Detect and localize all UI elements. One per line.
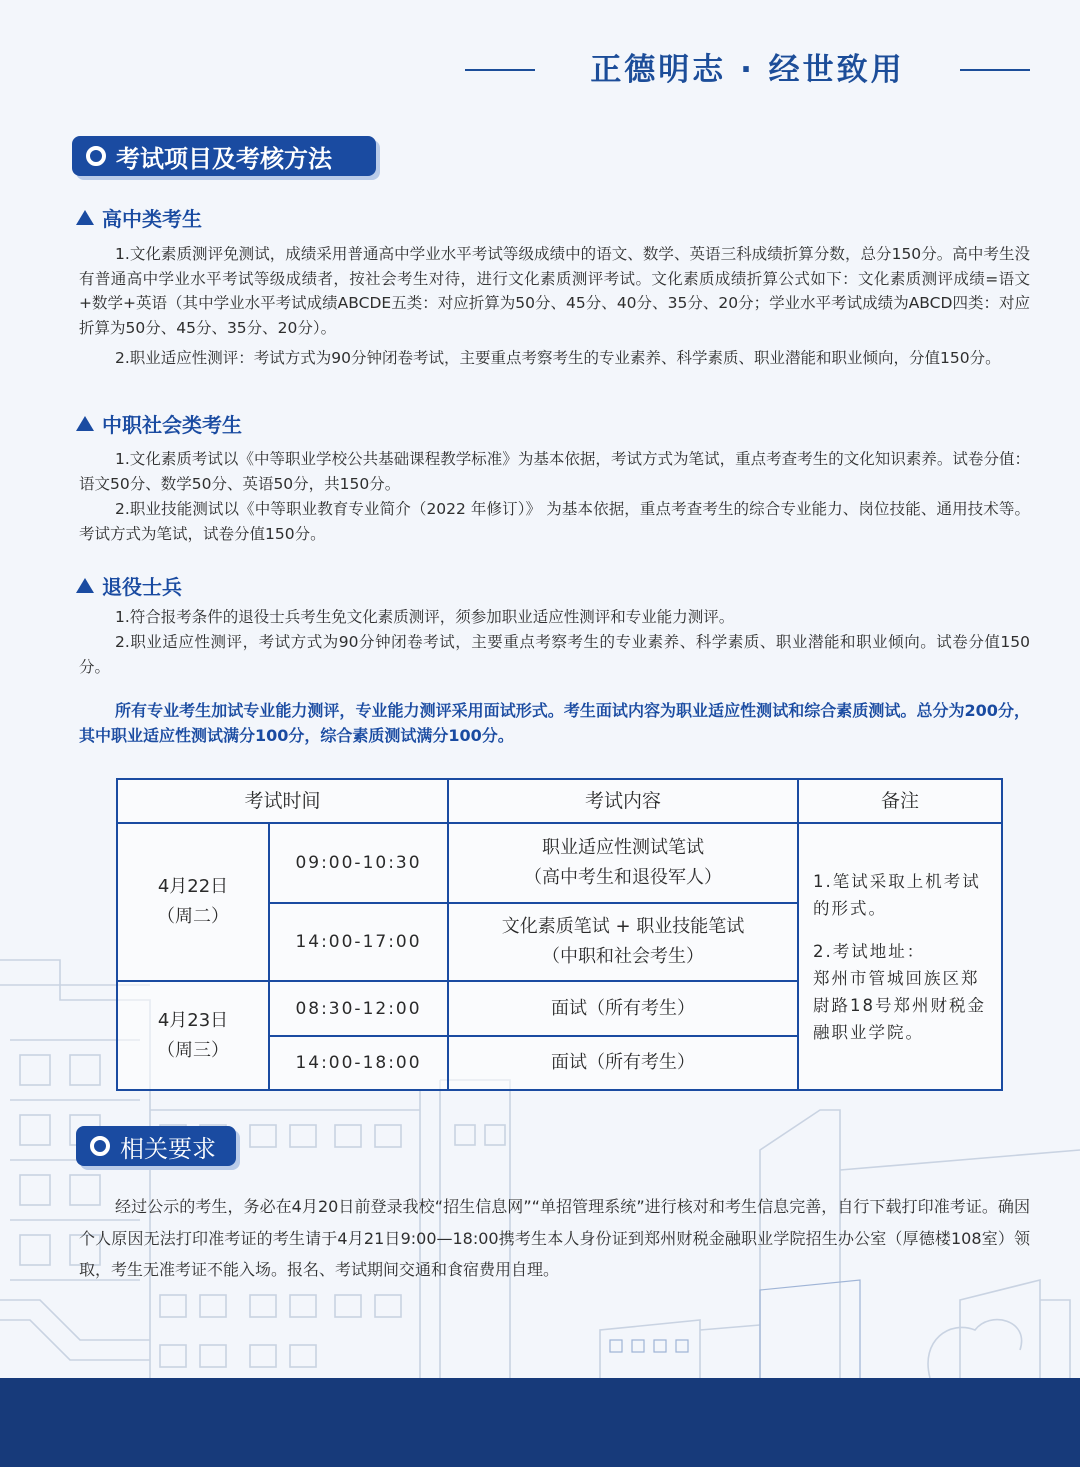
section-banner-requirements [76,1126,236,1166]
weekday-day1: （周二） [157,906,229,927]
table-header-row [117,779,1002,823]
ring-icon [90,1136,110,1156]
exam-schedule-table [116,778,1003,1091]
motto-text: 正德明志 · 经世致用 [590,52,905,88]
time-cell: 08:30-12:00 [269,981,448,1036]
remark-1: 1.笔试采取上机考试的形式。 [813,871,981,918]
high-school-paragraph-2: 2.职业适应性测评：考试方式为90分钟闭卷考试，主要重点考察考生的专业素养、科学素质、职业潜能和职业倾向，分值150分。 [115,349,1001,367]
time-cell: 14:00-18:00 [269,1036,448,1090]
date-day1: 4月22日 [157,876,229,897]
subheading-vocational-label: 中职社会类考生 [102,413,242,437]
motto-rule-right [960,69,1030,71]
table-row [117,823,1002,903]
time-cell: 09:00-10:30 [269,823,448,903]
triangle-icon [76,578,94,593]
veterans-paragraph-2: 2.职业适应性测评，考试方式为90分钟闭卷考试，主要重点考察考生的专业素养、科学素质、职业潜能和职业倾向。试卷分值150分。 [79,633,1030,676]
date-cell-day1 [117,823,269,981]
date-cell-day2 [117,981,269,1090]
subheading-high-school-label: 高中类考生 [102,207,202,231]
vocational-paragraph-2: 2.职业技能测试以《中等职业教育专业简介（2022 年修订）》 为基本依据，重点考查考生的综合专业能力、岗位技能、通用技术等。考试方式为笔试，试卷分值150分。 [79,500,1030,543]
requirements-paragraph: 经过公示的考生，务必在4月20日前登录我校“招生信息网”“单招管理系统”进行核对和考生信息完善，自行下载打印准考证。确因个人原因无法打印准考证的考生请于4月21日9:00—18:00携考生本人身份证到郑州财税金融职业学院招生办公室（厚德楼108室）领取，考生无准考证不能入场。报名、考试期间交通和食宿费用自理。 [79,1197,1030,1279]
time-cell: 14:00-17:00 [269,903,448,981]
header-exam-time: 考试时间 [117,779,448,823]
veterans-paragraph-1: 1.符合报考条件的退役士兵考生免文化素质测评，须参加职业适应性测评和专业能力测评。 [115,608,735,626]
remarks-cell [798,823,1002,1090]
ring-icon [86,146,106,166]
content-cell: 职业适应性测试笔试 （高中考生和退役军人） [448,823,798,903]
motto-header [465,46,1030,94]
vocational-paragraph-1: 1.文化素质考试以《中等职业学校公共基础课程教学标准》为基本依据，考试方式为笔试，重点考查考生的文化知识素养。试卷分值：语文50分、数学50分、英语50分，共150分。 [79,450,1030,493]
date-day2: 4月23日 [157,1009,229,1031]
weekday-day2: （周三） [157,1039,229,1061]
remark-2-title: 2.考试地址： [813,941,926,961]
subheading-veterans [76,571,182,600]
section-title-exam: 考试项目及考核方法 [116,144,332,173]
triangle-icon [76,416,94,431]
triangle-icon [76,210,94,225]
remark-2-text: 郑州市管城回族区郑尉路18号郑州财税金融职业学院。 [813,968,987,1042]
subheading-vocational [76,409,242,438]
interview-notice: 所有专业考生加试专业能力测评，专业能力测评采用面试形式。考生面试内容为职业适应性测试和综合素质测试。总分为200分，其中职业适应性测试满分100分，综合素质测试满分100分。 [79,701,1030,745]
content-cell: 面试（所有考生） [448,1036,798,1090]
section-title-requirements: 相关要求 [120,1134,216,1163]
content-cell: 文化素质笔试 + 职业技能笔试 （中职和社会考生） [448,903,798,981]
subheading-veterans-label: 退役士兵 [102,575,182,599]
high-school-paragraph-1: 1.文化素质测评免测试，成绩采用普通高中学业水平考试等级成绩中的语文、数学、英语三科成绩折算分数，总分150分。高中考生没有普通高中学业水平考试等级成绩者，按社会考生对待，进行文化素质测评考试。文化素质成绩折算公式如下：文化素质测评成绩=语文+数学+英语（其中学业水平考试成绩ABCDE五类：对应折算为50分、45分、40分、35分、20分；学业水平考试成绩为ABCD四类：对应折算为50分、45分、35分、20分）。 [79,245,1030,337]
content-cell: 面试（所有考生） [448,981,798,1036]
section-banner-exam [72,136,376,176]
header-remarks: 备注 [798,779,1002,823]
header-exam-content: 考试内容 [448,779,798,823]
subheading-high-school [76,203,202,232]
motto-rule-left [465,69,535,71]
